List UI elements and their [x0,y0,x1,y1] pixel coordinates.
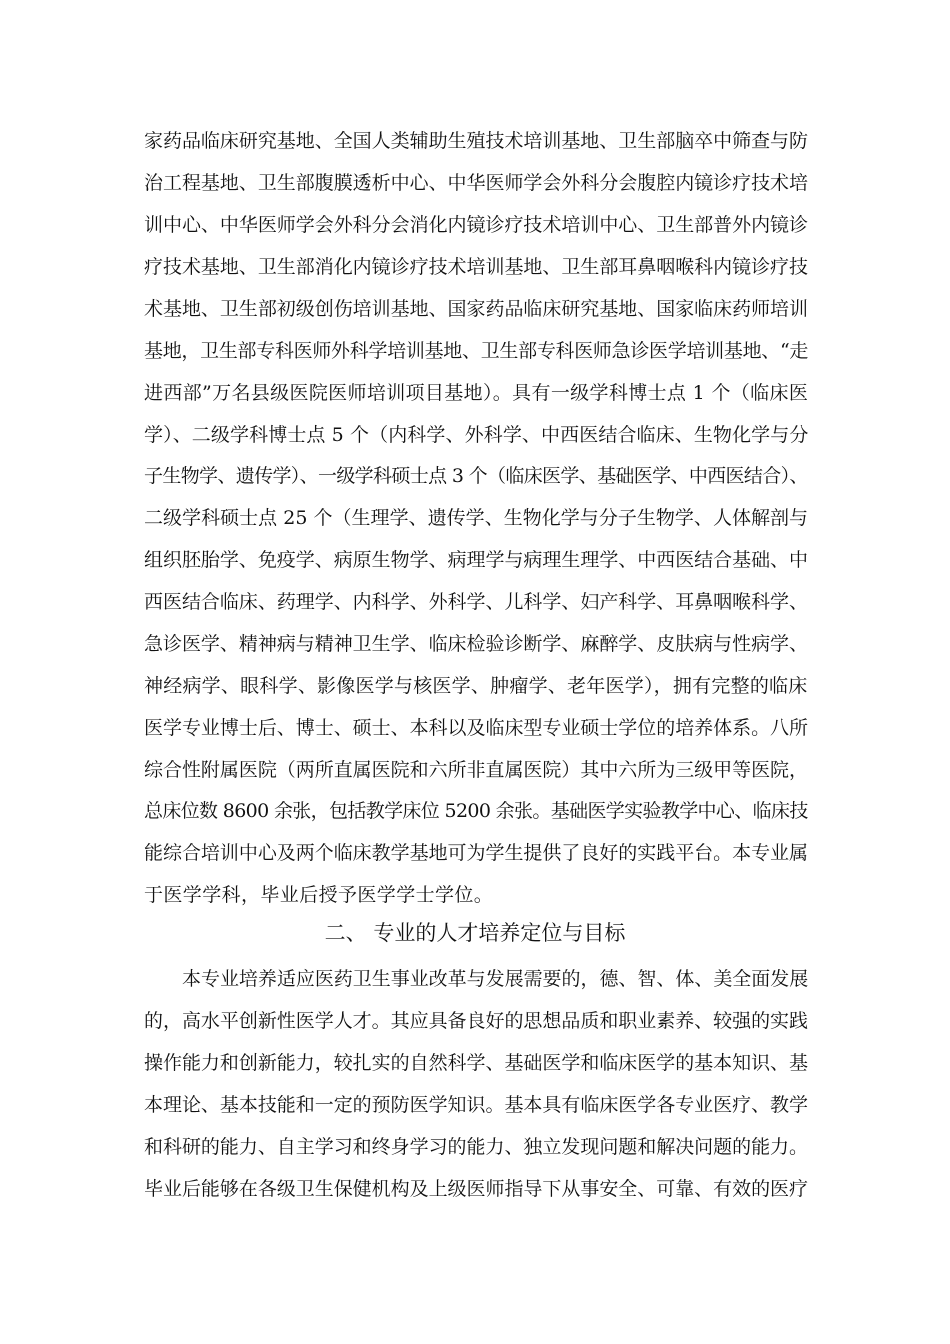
body-text-line: 和科研的能力、自主学习和终身学习的能力、独立发现问题和解决问题的能力。 [144,1136,809,1158]
body-text-line: 组织胚胎学、免疫学、病原生物学、病理学与病理生理学、中西医结合基础、中 [144,549,809,571]
body-text-line: 西医结合临床、药理学、内科学、外科学、儿科学、妇产科学、耳鼻咽喉科学、 [144,591,809,613]
body-text-line: 家药品临床研究基地、全国人类辅助生殖技术培训基地、卫生部脑卒中筛查与防 [144,130,809,152]
body-text-line: 术基地、卫生部初级创伤培训基地、国家药品临床研究基地、国家临床药师培训 [144,298,809,320]
body-text-line: 学）、二级学科博士点 5 个（内科学、外科学、中西医结合临床、生物化学与分 [144,424,809,446]
body-text-line: 急诊医学、精神病与精神卫生学、临床检验诊断学、麻醉学、皮肤病与性病学、 [144,633,809,655]
body-text-line: 训中心、中华医师学会外科分会消化内镜诊疗技术培训中心、卫生部普外内镜诊 [144,214,809,236]
body-text-line: 本理论、基本技能和一定的预防医学知识。基本具有临床医学各专业医疗、教学 [144,1094,809,1116]
body-text-line: 综合性附属医院（两所直属医院和六所非直属医院）其中六所为三级甲等医院， [144,759,809,781]
body-text-line: 子生物学、遗传学）、一级学科硕士点 3 个（临床医学、基础医学、中西医结合）、 [144,465,808,487]
section-heading: 二、 专业的人才培养定位与目标 [324,921,626,945]
body-text-line: 治工程基地、卫生部腹膜透析中心、中华医师学会外科分会腹腔内镜诊疗技术培 [144,172,809,194]
body-text-line: 本专业培养适应医药卫生事业改革与发展需要的，德、智、体、美全面发展 [182,968,809,990]
body-text-line: 的，高水平创新性医学人才。其应具备良好的思想品质和职业素养、较强的实践 [144,1010,809,1032]
body-text-line: 于医学学科，毕业后授予医学学士学位。 [144,884,494,906]
body-text-line: 疗技术基地、卫生部消化内镜诊疗技术培训基地、卫生部耳鼻咽喉科内镜诊疗技 [144,256,809,278]
body-text-line: 总床位数 8600 余张，包括教学床位 5200 余张。基础医学实验教学中心、临床技 [144,800,808,822]
body-text-line: 神经病学、眼科学、影像医学与核医学、肿瘤学、老年医学），拥有完整的临床 [144,675,808,697]
body-text-line: 毕业后能够在各级卫生保健机构及上级医师指导下从事安全、可靠、有效的医疗 [144,1178,809,1200]
body-text-line: 操作能力和创新能力，较扎实的自然科学、基础医学和临床医学的基本知识、基 [144,1052,809,1074]
body-text-line: 医学专业博士后、博士、硕士、本科以及临床型专业硕士学位的培养体系。八所 [144,717,809,739]
body-text-line: 进西部”万名县级医院医师培训项目基地）。具有一级学科博士点 1 个（临床医 [144,382,809,404]
body-text-line: 二级学科硕士点 25 个（生理学、遗传学、生物化学与分子生物学、人体解剖与 [144,507,809,529]
body-text-line: 能综合培训中心及两个临床教学基地可为学生提供了良好的实践平台。本专业属 [144,842,809,864]
body-text-line: 基地，卫生部专科医师外科学培训基地、卫生部专科医师急诊医学培训基地、“走 [144,340,809,362]
